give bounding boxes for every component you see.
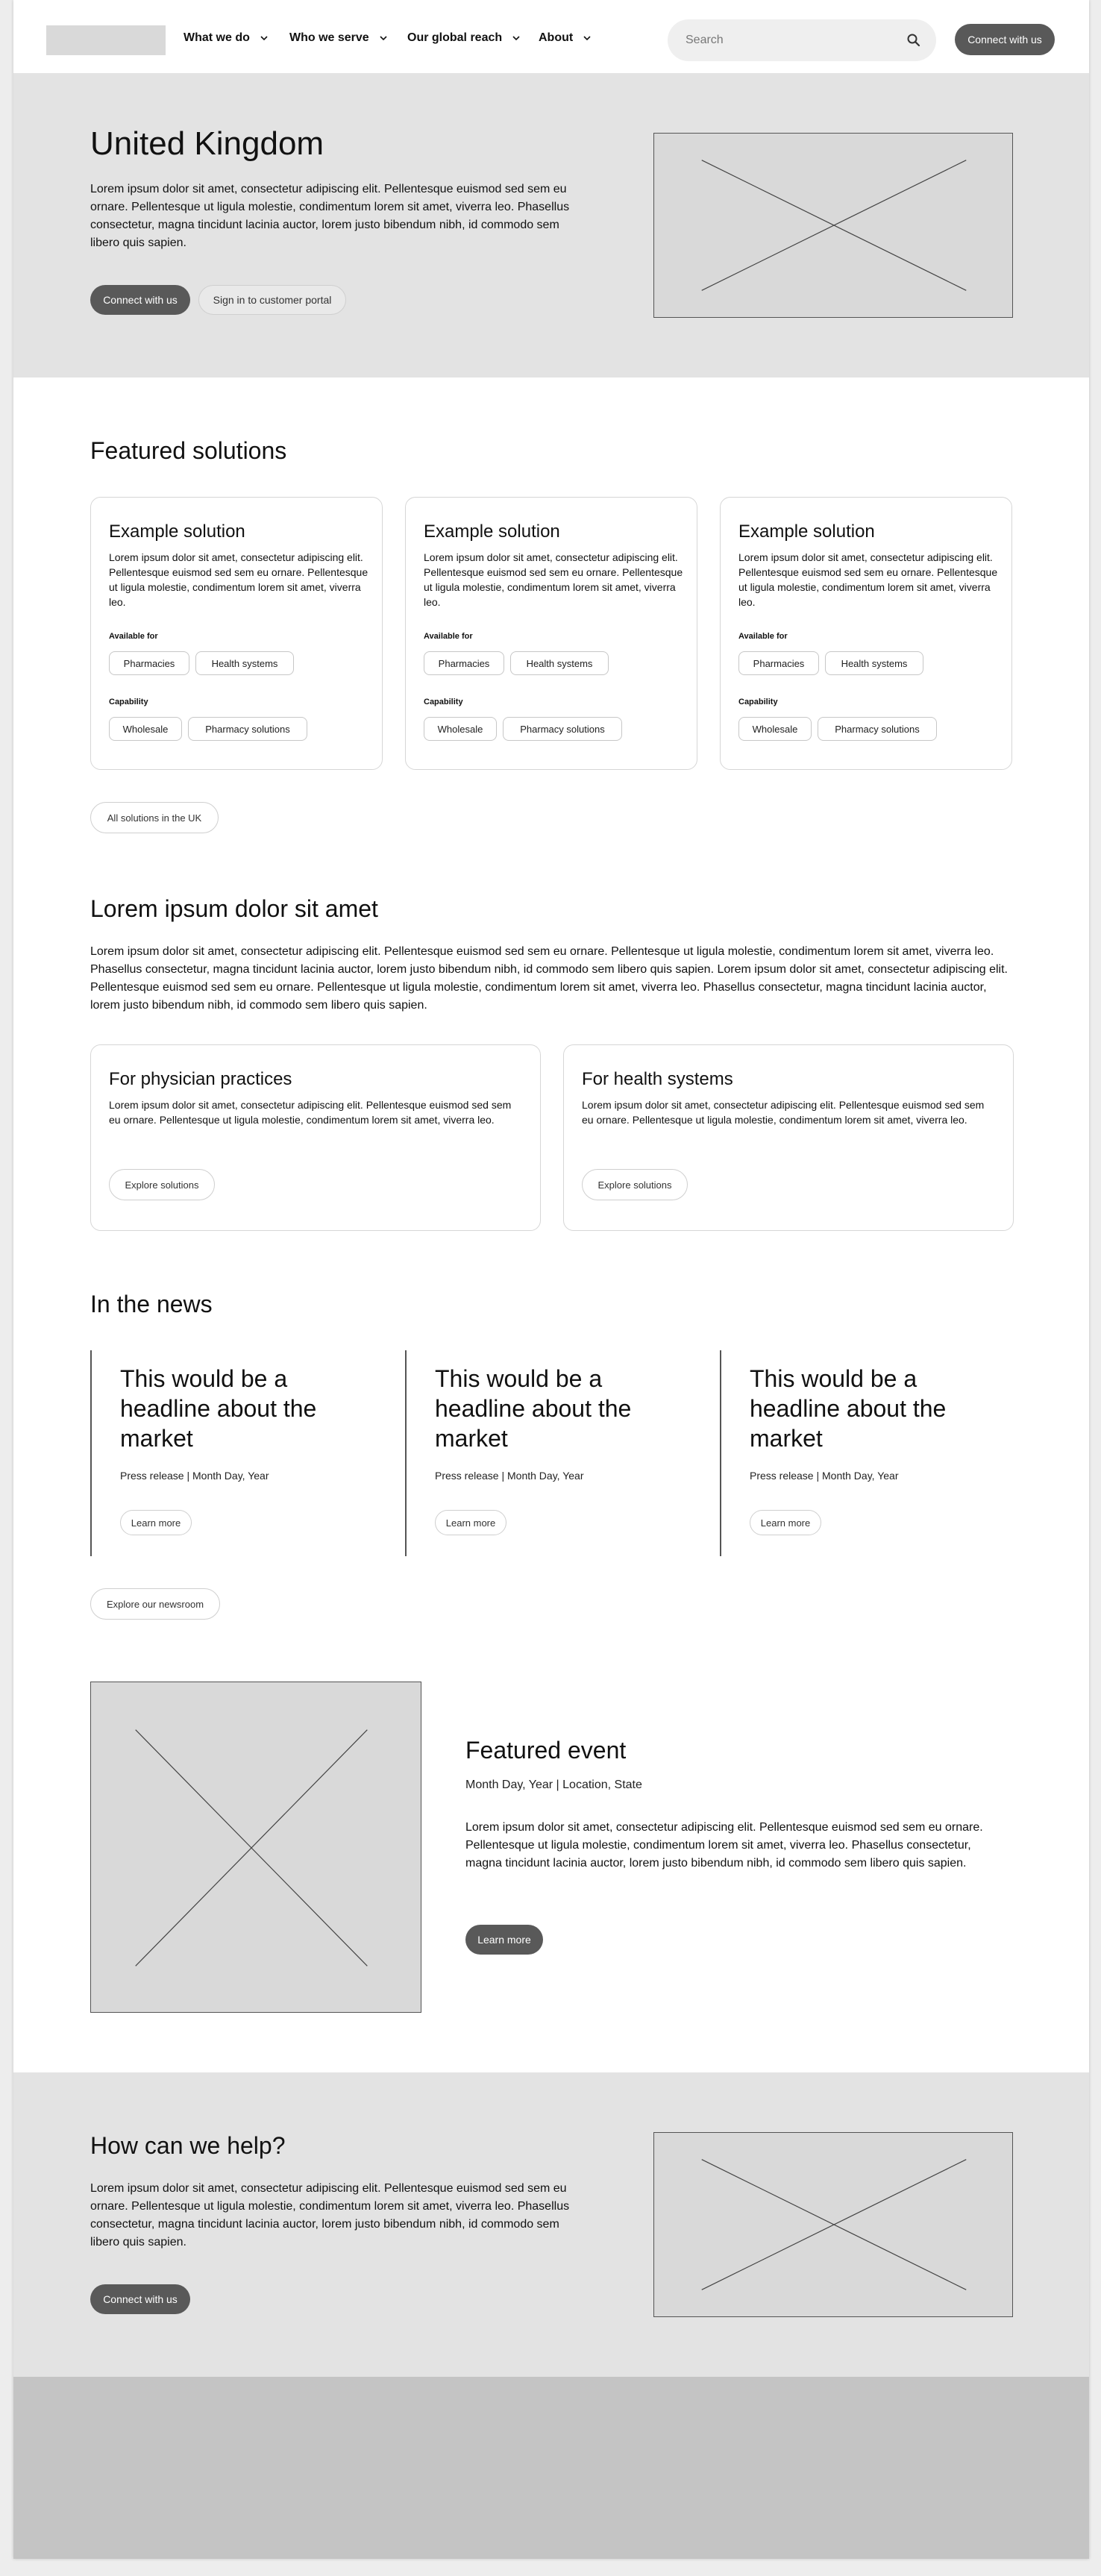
capability-label: Capability bbox=[424, 698, 463, 706]
connect-with-us-button[interactable]: Connect with us bbox=[955, 24, 1055, 55]
featured-event-title: Featured event bbox=[465, 1737, 627, 1764]
search-input[interactable] bbox=[686, 19, 894, 61]
explore-newsroom-button[interactable]: Explore our newsroom bbox=[90, 1588, 220, 1620]
tag-pharmacy-solutions[interactable]: Pharmacy solutions bbox=[503, 717, 622, 741]
solution-text: Lorem ipsum dolor sit amet, consectetur adipiscing elit. Pellentesque euismod sed sem eu ornare. Pellentesque ut ligula molestie, condimentum lorem sit amet, viverra leo. bbox=[424, 551, 683, 608]
news-meta: Press release | Month Day, Year bbox=[750, 1470, 899, 1482]
hero-image-placeholder bbox=[653, 133, 1013, 318]
image-placeholder-icon bbox=[654, 134, 1012, 317]
search-bar bbox=[668, 19, 936, 61]
chevron-down-icon bbox=[511, 33, 521, 43]
news-meta: Press release | Month Day, Year bbox=[120, 1470, 269, 1482]
tag-pharmacy-solutions[interactable]: Pharmacy solutions bbox=[188, 717, 307, 741]
solution-title: Example solution bbox=[424, 521, 560, 542]
news-heading: In the news bbox=[90, 1291, 213, 1317]
nav-item-label: What we do bbox=[184, 31, 250, 44]
chevron-down-icon bbox=[378, 33, 389, 43]
solution-card[interactable] bbox=[90, 497, 383, 770]
audience-card-text: Lorem ipsum dolor sit amet, consectetur adipiscing elit. Pellentesque euismod sed sem eu ornare. Pellentesque ut ligula molestie, condimentum lorem sit amet, viverra leo. bbox=[582, 1099, 985, 1126]
nav-item-label: Our global reach bbox=[407, 31, 503, 44]
event-meta: Month Day, Year | Location, State bbox=[465, 1779, 642, 1791]
page-title: United Kingdom bbox=[90, 125, 324, 162]
hero-connect-button[interactable]: Connect with us bbox=[90, 285, 190, 315]
nav-item-who-we-serve[interactable] bbox=[289, 31, 389, 45]
audience-card-title: For physician practices bbox=[109, 1069, 292, 1089]
search-icon[interactable] bbox=[906, 33, 921, 48]
solution-title: Example solution bbox=[738, 521, 875, 542]
intro-heading: Lorem ipsum dolor sit amet bbox=[90, 895, 378, 922]
tag-health-systems[interactable]: Health systems bbox=[825, 651, 923, 675]
audience-card-health-systems[interactable] bbox=[563, 1044, 1014, 1231]
news-item[interactable] bbox=[720, 1350, 1012, 1556]
tag-health-systems[interactable]: Health systems bbox=[510, 651, 609, 675]
top-navigation bbox=[13, 0, 1089, 73]
nav-item-what-we-do[interactable] bbox=[184, 31, 269, 45]
audience-card-text: Lorem ipsum dolor sit amet, consectetur adipiscing elit. Pellentesque euismod sed sem eu ornare. Pellentesque ut ligula molestie, condimentum lorem sit amet, viverra leo. bbox=[109, 1099, 512, 1126]
page-frame bbox=[13, 0, 1089, 2559]
help-connect-button[interactable]: Connect with us bbox=[90, 2284, 190, 2314]
chevron-down-icon bbox=[582, 33, 592, 43]
available-for-label: Available for bbox=[109, 632, 158, 641]
news-item[interactable] bbox=[90, 1350, 383, 1556]
hero-text: Lorem ipsum dolor sit amet, consectetur adipiscing elit. Pellentesque euismod sed sem eu ornare. Pellentesque ut ligula molestie, condimentum lorem sit amet, viverra leo. Phasellus consectetur, magna tincidunt lacinia auctor, lorem justo bibendum nibh, id commodo sem libero quis sapien. bbox=[90, 183, 570, 249]
event-text: Lorem ipsum dolor sit amet, consectetur adipiscing elit. Pellentesque euismod sed sem eu ornare. Pellentesque ut ligula molestie, condimentum lorem sit amet, viverra leo. Phasellus consectetur, magna tincidunt lacinia auctor, lorem justo bibendum nibh, id commodo sem libero quis sapien. bbox=[465, 1821, 983, 1870]
nav-item-label: Who we serve bbox=[289, 31, 369, 44]
available-for-label: Available for bbox=[738, 632, 788, 641]
event-image-placeholder bbox=[90, 1682, 421, 2013]
tag-health-systems[interactable]: Health systems bbox=[195, 651, 294, 675]
learn-more-button[interactable]: Learn more bbox=[435, 1510, 506, 1535]
tag-wholesale[interactable]: Wholesale bbox=[738, 717, 812, 741]
tag-pharmacies[interactable]: Pharmacies bbox=[109, 651, 189, 675]
tag-pharmacies[interactable]: Pharmacies bbox=[738, 651, 819, 675]
solution-title: Example solution bbox=[109, 521, 245, 542]
audience-card-physician-practices[interactable] bbox=[90, 1044, 541, 1231]
tag-wholesale[interactable]: Wholesale bbox=[424, 717, 497, 741]
capability-label: Capability bbox=[738, 698, 778, 706]
featured-solutions-heading: Featured solutions bbox=[90, 437, 287, 464]
tag-pharmacy-solutions[interactable]: Pharmacy solutions bbox=[818, 717, 937, 741]
available-for-label: Available for bbox=[424, 632, 473, 641]
help-image-placeholder bbox=[653, 2132, 1013, 2317]
help-heading: How can we help? bbox=[90, 2132, 286, 2159]
news-headline: This would be a headline about the market bbox=[435, 1365, 632, 1452]
intro-text: Lorem ipsum dolor sit amet, consectetur adipiscing elit. Pellentesque euismod sed sem eu ornare. Pellentesque ut ligula molestie, condimentum lorem sit amet, viverra leo. Phasellus consectetur, magna tincidunt lacinia auctor, lorem justo bibendum nibh, id commodo sem libero quis sapien. Lorem ipsum dolor sit amet, consectetur adipiscing elit. Pellentesque euismod sed sem eu ornare. Pellentesque ut ligula molestie, condimentum lorem sit amet, viverra leo. Phasellus consectetur, magna tincidunt lacinia auctor, lorem justo bibendum nibh, id commodo sem libero quis sapien. bbox=[90, 945, 1008, 1012]
image-placeholder-icon bbox=[91, 1682, 421, 2012]
solution-card[interactable] bbox=[405, 497, 697, 770]
help-text: Lorem ipsum dolor sit amet, consectetur adipiscing elit. Pellentesque euismod sed sem eu ornare. Pellentesque ut ligula molestie, condimentum lorem sit amet, viverra leo. Phasellus consectetur, magna tincidunt lacinia auctor, lorem justo bibendum nibh, id commodo sem libero quis sapien. bbox=[90, 2182, 570, 2248]
event-learn-more-button[interactable]: Learn more bbox=[465, 1925, 543, 1955]
news-meta: Press release | Month Day, Year bbox=[435, 1470, 584, 1482]
audience-card-title: For health systems bbox=[582, 1069, 733, 1089]
solution-text: Lorem ipsum dolor sit amet, consectetur adipiscing elit. Pellentesque euismod sed sem eu ornare. Pellentesque ut ligula molestie, condimentum lorem sit amet, viverra leo. bbox=[109, 551, 368, 608]
logo-placeholder[interactable] bbox=[46, 25, 166, 55]
learn-more-button[interactable]: Learn more bbox=[120, 1510, 192, 1535]
nav-item-our-global-reach[interactable] bbox=[407, 31, 521, 45]
explore-solutions-button[interactable]: Explore solutions bbox=[582, 1169, 688, 1200]
explore-solutions-button[interactable]: Explore solutions bbox=[109, 1169, 215, 1200]
news-item[interactable] bbox=[405, 1350, 697, 1556]
learn-more-button[interactable]: Learn more bbox=[750, 1510, 821, 1535]
all-solutions-button[interactable]: All solutions in the UK bbox=[90, 802, 219, 833]
news-headline: This would be a headline about the market bbox=[120, 1365, 317, 1452]
solution-card[interactable] bbox=[720, 497, 1012, 770]
sign-in-portal-button[interactable]: Sign in to customer portal bbox=[198, 285, 346, 315]
chevron-down-icon bbox=[259, 33, 269, 43]
hero-section bbox=[13, 73, 1089, 377]
footer-placeholder bbox=[13, 2377, 1089, 2559]
help-section bbox=[13, 2072, 1089, 2377]
solution-text: Lorem ipsum dolor sit amet, consectetur adipiscing elit. Pellentesque euismod sed sem eu ornare. Pellentesque ut ligula molestie, condimentum lorem sit amet, viverra leo. bbox=[738, 551, 998, 608]
nav-item-label: About bbox=[539, 31, 574, 44]
news-headline: This would be a headline about the market bbox=[750, 1365, 947, 1452]
tag-wholesale[interactable]: Wholesale bbox=[109, 717, 182, 741]
nav-item-about[interactable] bbox=[539, 31, 592, 45]
capability-label: Capability bbox=[109, 698, 148, 706]
image-placeholder-icon bbox=[654, 2133, 1012, 2316]
tag-pharmacies[interactable]: Pharmacies bbox=[424, 651, 504, 675]
